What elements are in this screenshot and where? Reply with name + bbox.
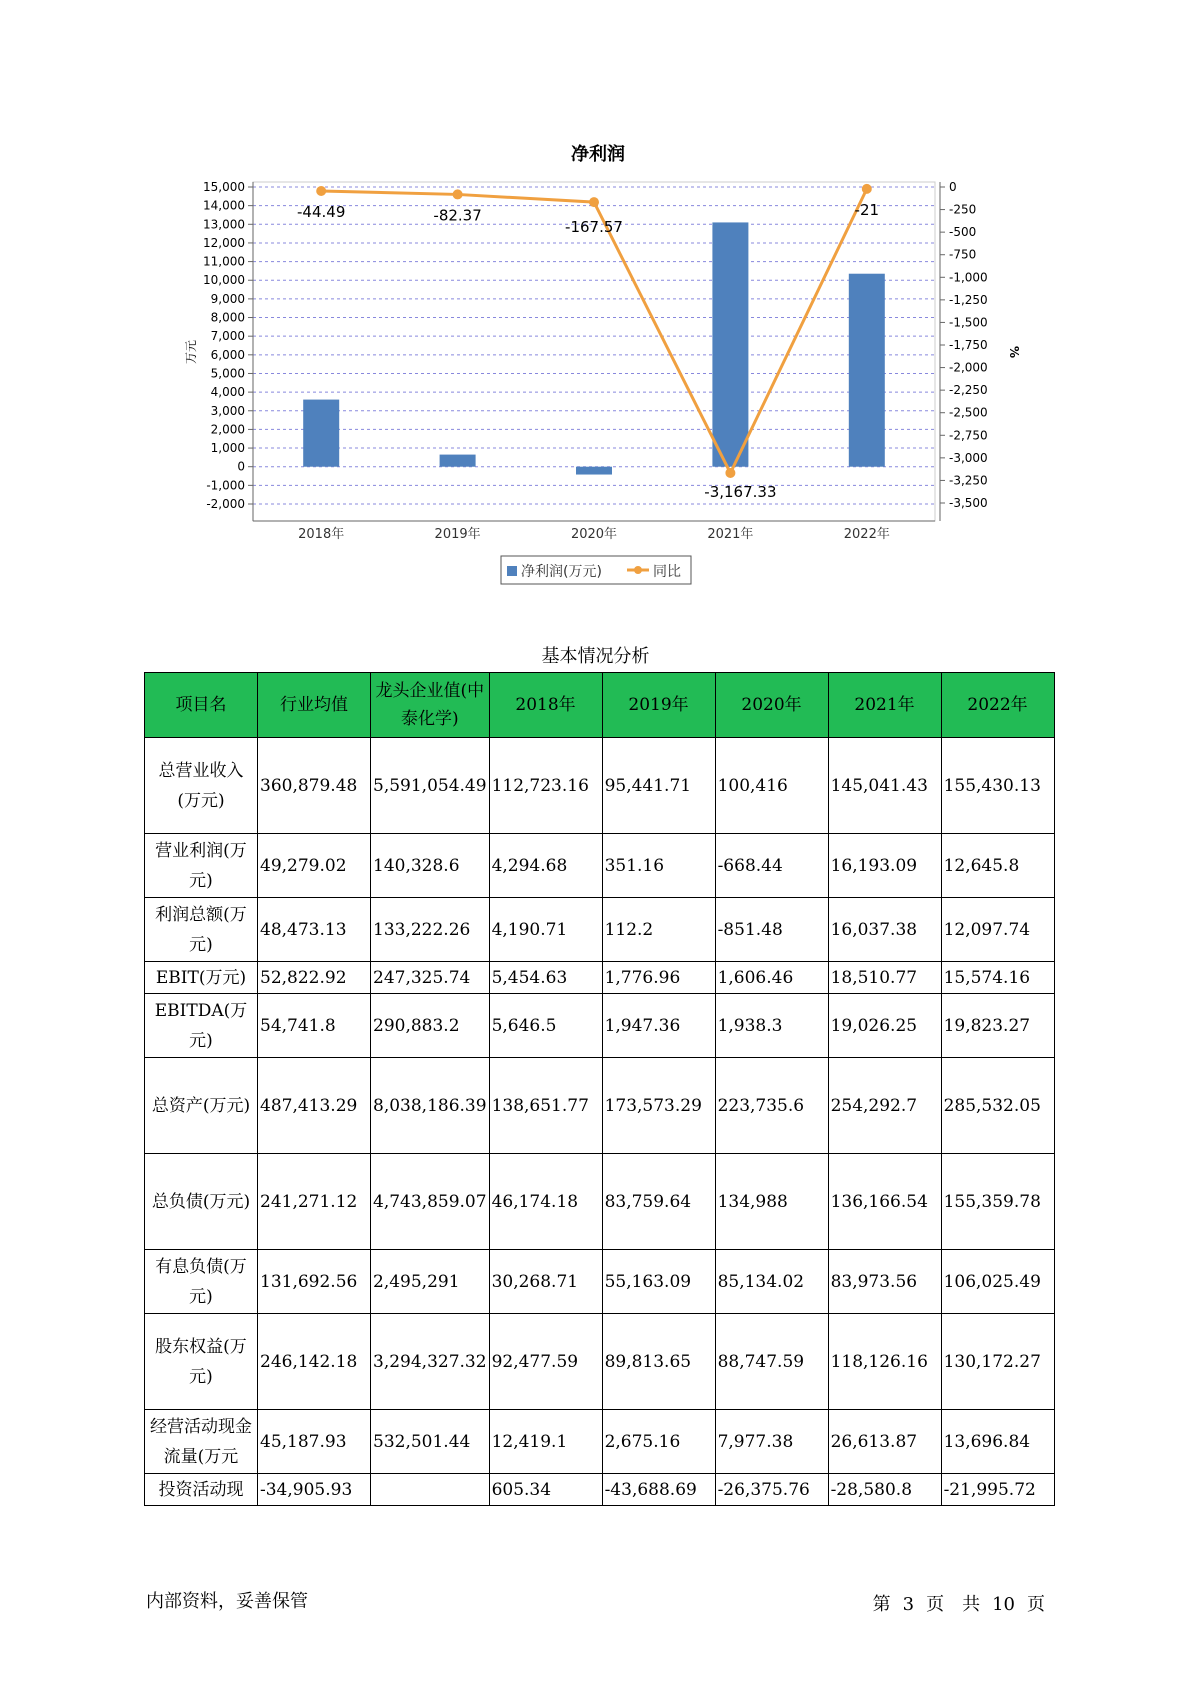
table-cell: 12,419.1 xyxy=(489,1410,602,1474)
net-profit-chart xyxy=(0,0,1191,600)
row-label: 利润总额(万元) xyxy=(145,898,258,962)
header-item-name: 项目名 xyxy=(145,673,258,738)
legend-swatch-net-profit xyxy=(507,566,517,576)
yoy-point xyxy=(453,189,463,199)
table-cell: 5,454.63 xyxy=(489,962,602,994)
right-tick-label: -2,250 xyxy=(949,383,988,398)
left-tick-label: 6,000 xyxy=(210,347,245,362)
table-header-row xyxy=(145,673,1055,738)
table-cell: 290,883.2 xyxy=(371,994,490,1058)
table-cell: 605.34 xyxy=(489,1474,602,1506)
table-cell: 2,675.16 xyxy=(602,1410,715,1474)
legend-swatch-yoy-dot xyxy=(634,566,642,574)
left-tick-label: 11,000 xyxy=(203,254,245,269)
table-cell: 83,973.56 xyxy=(828,1250,941,1314)
table-cell: 532,501.44 xyxy=(371,1410,490,1474)
table-cell: 246,142.18 xyxy=(258,1314,371,1410)
left-tick-label: -2,000 xyxy=(206,497,245,511)
row-label: 投资活动现 xyxy=(145,1474,258,1506)
table-cell: 112.2 xyxy=(602,898,715,962)
right-tick-label: -2,000 xyxy=(949,360,988,375)
bar xyxy=(576,467,612,475)
table-cell: 52,822.92 xyxy=(258,962,371,994)
table-cell: 88,747.59 xyxy=(715,1314,828,1410)
right-tick-label: -2,500 xyxy=(949,405,988,420)
row-label: 总负债(万元) xyxy=(145,1154,258,1250)
table-cell: 130,172.27 xyxy=(941,1314,1054,1410)
left-tick-label: 15,000 xyxy=(203,180,245,194)
row-label: EBIT(万元) xyxy=(145,962,258,994)
x-tick-label: 2019年 xyxy=(434,527,481,542)
page-total: 10 xyxy=(992,1594,1015,1615)
table-cell: 118,126.16 xyxy=(828,1314,941,1410)
header-industry-avg: 行业均值 xyxy=(258,673,371,738)
table-cell: 155,359.78 xyxy=(941,1154,1054,1250)
header-2022: 2022年 xyxy=(941,673,1054,738)
table-row xyxy=(145,1314,1055,1410)
table-cell: 15,574.16 xyxy=(941,962,1054,994)
table-cell: 55,163.09 xyxy=(602,1250,715,1314)
table-cell: 30,268.71 xyxy=(489,1250,602,1314)
bar xyxy=(712,222,748,466)
row-label: 营业利润(万元) xyxy=(145,834,258,898)
table-row xyxy=(145,834,1055,898)
left-tick-label: 14,000 xyxy=(203,198,245,213)
table-cell: 4,190.71 xyxy=(489,898,602,962)
table-cell: 18,510.77 xyxy=(828,962,941,994)
yoy-point xyxy=(589,197,599,207)
page-prefix: 第 xyxy=(872,1594,891,1615)
left-tick-label: 10,000 xyxy=(203,273,245,288)
table-cell: -34,905.93 xyxy=(258,1474,371,1506)
table-row xyxy=(145,994,1055,1058)
row-label: 有息负债(万元) xyxy=(145,1250,258,1314)
table-cell: 5,646.5 xyxy=(489,994,602,1058)
table-cell: 134,988 xyxy=(715,1154,828,1250)
row-label: 经营活动现金流量(万元 xyxy=(145,1410,258,1474)
header-leader-value: 龙头企业值(中泰化学) xyxy=(371,673,490,738)
row-label: 总资产(万元) xyxy=(145,1058,258,1154)
right-tick-label: -250 xyxy=(949,202,977,217)
table-cell: 140,328.6 xyxy=(371,834,490,898)
table-cell: 360,879.48 xyxy=(258,738,371,834)
table-cell: 8,038,186.39 xyxy=(371,1058,490,1154)
table-cell: 351.16 xyxy=(602,834,715,898)
table-cell: -26,375.76 xyxy=(715,1474,828,1506)
table-cell: 155,430.13 xyxy=(941,738,1054,834)
chart-title: 净利润 xyxy=(571,144,625,165)
table-cell: 5,591,054.49 xyxy=(371,738,490,834)
table-cell: 173,573.29 xyxy=(602,1058,715,1154)
table-cell: 247,325.74 xyxy=(371,962,490,994)
table-cell: 1,776.96 xyxy=(602,962,715,994)
left-tick-label: 12,000 xyxy=(203,235,245,250)
left-tick-label: 13,000 xyxy=(203,217,245,232)
left-tick-label: 3,000 xyxy=(210,403,245,418)
table-row xyxy=(145,1474,1055,1506)
table-cell: 106,025.49 xyxy=(941,1250,1054,1314)
table-cell: 16,037.38 xyxy=(828,898,941,962)
header-2019: 2019年 xyxy=(602,673,715,738)
table-cell: 1,947.36 xyxy=(602,994,715,1058)
table-cell: 46,174.18 xyxy=(489,1154,602,1250)
footer-page-indicator xyxy=(867,1590,1051,1616)
row-label: 总营业收入(万元) xyxy=(145,738,258,834)
table-cell: 4,294.68 xyxy=(489,834,602,898)
table-cell: 48,473.13 xyxy=(258,898,371,962)
left-tick-label: 5,000 xyxy=(210,366,245,381)
table-cell: 26,613.87 xyxy=(828,1410,941,1474)
x-tick-label: 2022年 xyxy=(843,527,890,542)
legend-label-yoy: 同比 xyxy=(653,564,681,580)
right-tick-label: -2,750 xyxy=(949,428,988,443)
left-axis-label: 万元 xyxy=(184,339,198,365)
table-cell: 4,743,859.07 xyxy=(371,1154,490,1250)
right-tick-label: -1,750 xyxy=(949,338,988,352)
table-cell: 133,222.26 xyxy=(371,898,490,962)
table-cell xyxy=(371,1474,490,1506)
yoy-data-label: -82.37 xyxy=(433,206,482,225)
header-2018: 2018年 xyxy=(489,673,602,738)
yoy-point xyxy=(725,468,735,478)
table-cell: -28,580.8 xyxy=(828,1474,941,1506)
bar xyxy=(849,274,885,467)
table-row xyxy=(145,738,1055,834)
right-tick-label: -1,000 xyxy=(949,270,988,285)
basic-analysis-table xyxy=(144,672,1055,1506)
table-cell: 241,271.12 xyxy=(258,1154,371,1250)
table-cell: 138,651.77 xyxy=(489,1058,602,1154)
table-cell: 3,294,327.32 xyxy=(371,1314,490,1410)
header-2021: 2021年 xyxy=(828,673,941,738)
page-number: 3 xyxy=(902,1594,915,1615)
left-tick-label: 2,000 xyxy=(210,422,245,437)
left-tick-label: 9,000 xyxy=(210,291,245,306)
right-tick-label: -3,500 xyxy=(949,496,988,510)
x-tick-label: 2018年 xyxy=(298,527,345,542)
table-cell: -851.48 xyxy=(715,898,828,962)
table-cell: 45,187.93 xyxy=(258,1410,371,1474)
table-cell: 254,292.7 xyxy=(828,1058,941,1154)
right-axis-label: % xyxy=(1007,345,1021,359)
table-cell: 145,041.43 xyxy=(828,738,941,834)
right-tick-label: 0 xyxy=(949,180,957,194)
table-cell: 16,193.09 xyxy=(828,834,941,898)
table-row xyxy=(145,962,1055,994)
table-cell: 12,645.8 xyxy=(941,834,1054,898)
table-cell: 13,696.84 xyxy=(941,1410,1054,1474)
left-tick-label: 0 xyxy=(237,459,245,474)
table-cell: 136,166.54 xyxy=(828,1154,941,1250)
table-cell: 487,413.29 xyxy=(258,1058,371,1154)
table-cell: 92,477.59 xyxy=(489,1314,602,1410)
yoy-data-label: -44.49 xyxy=(297,203,346,222)
x-tick-label: 2021年 xyxy=(707,527,754,542)
table-cell: 285,532.05 xyxy=(941,1058,1054,1154)
left-tick-label: 1,000 xyxy=(210,441,245,456)
left-tick-label: -1,000 xyxy=(206,478,245,493)
table-cell: 112,723.16 xyxy=(489,738,602,834)
table-row xyxy=(145,1250,1055,1314)
page-mid: 页 共 xyxy=(926,1594,981,1615)
x-tick-label: 2020年 xyxy=(570,527,618,542)
right-tick-label: -3,250 xyxy=(949,473,988,488)
table-cell: 19,823.27 xyxy=(941,994,1054,1058)
table-cell: 1,606.46 xyxy=(715,962,828,994)
row-label: 股东权益(万元) xyxy=(145,1314,258,1410)
yoy-point xyxy=(862,184,872,194)
footer-confidential-note: 内部资料，妥善保管 xyxy=(146,1591,308,1612)
table-cell: 89,813.65 xyxy=(602,1314,715,1410)
table-cell: 7,977.38 xyxy=(715,1410,828,1474)
table-cell: -668.44 xyxy=(715,834,828,898)
yoy-point xyxy=(316,186,326,196)
table-row xyxy=(145,1410,1055,1474)
table-cell: 83,759.64 xyxy=(602,1154,715,1250)
table-cell: 19,026.25 xyxy=(828,994,941,1058)
table-cell: 54,741.8 xyxy=(258,994,371,1058)
table-cell: 85,134.02 xyxy=(715,1250,828,1314)
left-tick-label: 4,000 xyxy=(210,385,245,400)
table-cell: -43,688.69 xyxy=(602,1474,715,1506)
left-tick-label: 7,000 xyxy=(210,329,245,344)
legend-label-net-profit: 净利润(万元) xyxy=(521,564,602,580)
yoy-data-label: -21 xyxy=(854,200,880,219)
table-cell: 49,279.02 xyxy=(258,834,371,898)
table-cell: 2,495,291 xyxy=(371,1250,490,1314)
table-row xyxy=(145,1058,1055,1154)
left-tick-label: 8,000 xyxy=(210,310,245,325)
table-cell: 223,735.6 xyxy=(715,1058,828,1154)
row-label: EBITDA(万元) xyxy=(145,994,258,1058)
right-tick-label: -3,000 xyxy=(949,450,988,465)
table-cell: 131,692.56 xyxy=(258,1250,371,1314)
yoy-data-label: -3,167.33 xyxy=(704,482,777,501)
yoy-data-label: -167.57 xyxy=(565,218,623,237)
right-tick-label: -500 xyxy=(949,225,977,240)
table-caption: 基本情况分析 xyxy=(541,646,650,667)
table-cell: 1,938.3 xyxy=(715,994,828,1058)
right-tick-label: -1,250 xyxy=(949,292,988,307)
bar xyxy=(303,400,339,467)
header-2020: 2020年 xyxy=(715,673,828,738)
table-row xyxy=(145,1154,1055,1250)
right-tick-label: -1,500 xyxy=(949,315,988,330)
table-cell: -21,995.72 xyxy=(941,1474,1054,1506)
page-suffix: 页 xyxy=(1027,1594,1045,1615)
bar xyxy=(440,455,476,467)
table-cell: 100,416 xyxy=(715,738,828,834)
table-cell: 12,097.74 xyxy=(941,898,1054,962)
right-tick-label: -750 xyxy=(949,247,977,262)
table-row xyxy=(145,898,1055,962)
table-cell: 95,441.71 xyxy=(602,738,715,834)
